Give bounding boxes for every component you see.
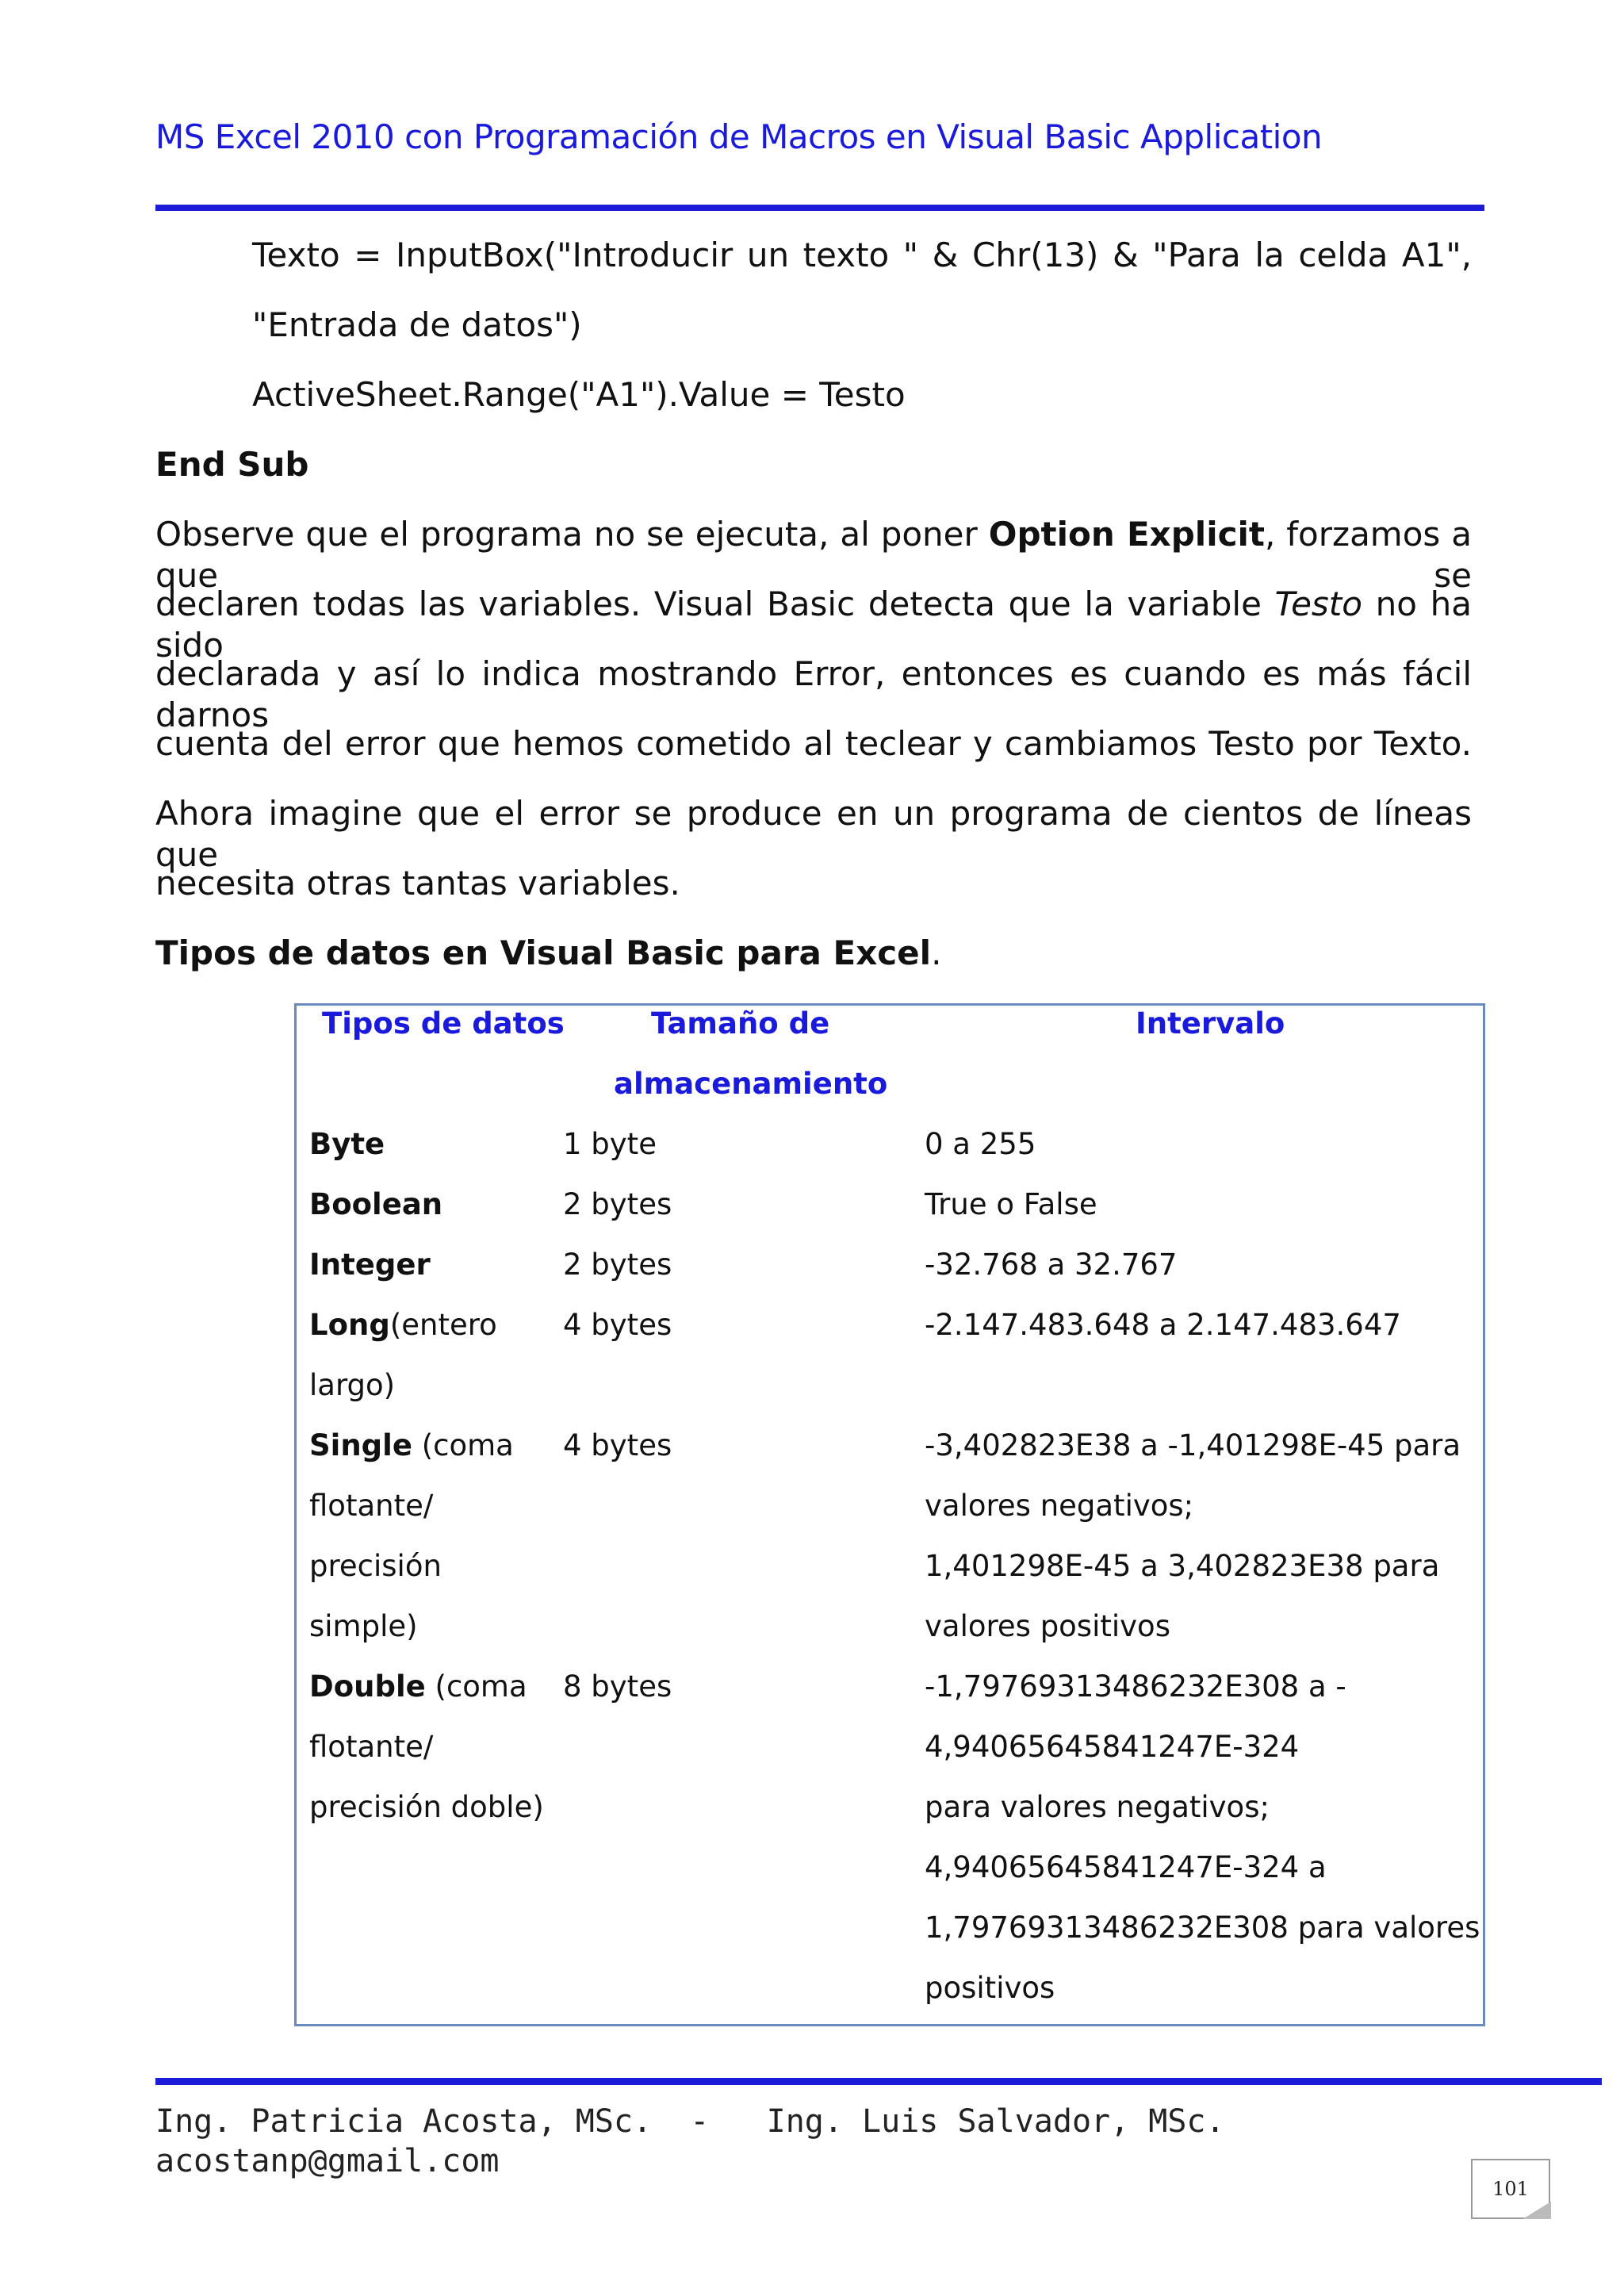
table-row-double-range-5: 1,79769313486232E308 para valores (925, 1911, 1480, 1945)
footer-rule (155, 2078, 1602, 2085)
footer-authors: Ing. Patricia Acosta, MSc. - Ing. Luis Salvador, MSc. (155, 2103, 1225, 2140)
table-row-integer-size: 2 bytes (563, 1248, 672, 1282)
table-row-single-range-4: valores positivos (925, 1609, 1170, 1643)
code-line-1-text: Texto = InputBox("Introducir un texto " & Chr(13) & "Para la celda A1", (252, 236, 1472, 274)
table-row-double-type-2: flotante/ (309, 1730, 434, 1764)
p1-option-explicit: Option Explicit (988, 515, 1265, 554)
table-row-integer-type: Integer (309, 1248, 431, 1282)
table-row-boolean-range: True o False (925, 1187, 1097, 1221)
p1-post: , forzamos a que se (155, 515, 1472, 595)
table-row-double-type-3: precisión doble) (309, 1790, 544, 1824)
table-row-double-size: 8 bytes (563, 1669, 672, 1704)
table-row-long-type (309, 1295, 497, 1355)
table-row-double-range-1: -1,79769313486232E308 a - (925, 1669, 1346, 1704)
table-row-byte-type: Byte (309, 1127, 385, 1161)
section-title-bold: Tipos de datos en Visual Basic para Excel (155, 933, 932, 972)
table-row-double-range-4: 4,94065645841247E-324 a (925, 1850, 1327, 1884)
table-row-byte-size: 1 byte (563, 1127, 657, 1161)
table-row-single-size: 4 bytes (563, 1428, 672, 1462)
table-row-single-range-2: valores negativos; (925, 1489, 1194, 1523)
table-row-double-range-2: 4,94065645841247E-324 (925, 1730, 1300, 1764)
header-rule (155, 205, 1484, 211)
section-title (155, 933, 1472, 974)
double-type-bold: Double (309, 1669, 426, 1704)
code-line-2: "Entrada de datos") (252, 305, 582, 344)
p2-pre: declaren todas las variables. Visual Basic detecta que la variable (155, 585, 1275, 623)
table-header-size-2: almacenamiento (614, 1067, 888, 1101)
code-line-1 (252, 235, 1472, 276)
end-sub: End Sub (155, 445, 309, 484)
table-header-interval: Intervalo (1136, 1006, 1285, 1041)
table-row-long-type-2: largo) (309, 1368, 396, 1402)
double-type-rest-1: (coma (425, 1669, 527, 1704)
section-title-tail: . (931, 933, 942, 972)
footer-email: acostanp@gmail.com (155, 2143, 500, 2179)
table-row-single-type (309, 1416, 514, 1476)
p2-post: no ha sido (155, 585, 1472, 665)
p1-pre: Observe que el programa no se ejecuta, al poner (155, 515, 989, 554)
table-row-single-range-3: 1,401298E-45 a 3,402823E38 para (925, 1549, 1440, 1583)
table-row-single-type-4: simple) (309, 1609, 418, 1643)
paragraph-line-4: cuenta del error que hemos cometido al teclear y cambiamos Testo por Texto. (155, 724, 1472, 763)
single-type-bold: Single (309, 1428, 412, 1462)
paragraph-line-3: declarada y así lo indica mostrando Error, entonces es cuando es más fácil darnos (155, 654, 1472, 734)
single-type-rest-1: (coma (412, 1428, 514, 1462)
table-row-boolean-type: Boolean (309, 1187, 443, 1221)
table-row-boolean-size: 2 bytes (563, 1187, 672, 1221)
table-row-double-range-6: positivos (925, 1971, 1055, 2005)
table-row-long-size: 4 bytes (563, 1308, 672, 1342)
table-row-double-range-3: para valores negativos; (925, 1790, 1270, 1824)
table-row-single-type-2: flotante/ (309, 1489, 434, 1523)
table-row-single-type-3: precisión (309, 1549, 442, 1583)
table-row-double-type (309, 1657, 527, 1717)
table-row-byte-range: 0 a 255 (925, 1127, 1036, 1161)
table-header-size-1: Tamaño de (651, 1006, 830, 1041)
table-row-single-range-1: -3,402823E38 a -1,401298E-45 para (925, 1428, 1461, 1462)
page-corner-fold-icon (1522, 2202, 1551, 2219)
code-line-3: ActiveSheet.Range("A1").Value = Testo (252, 375, 906, 414)
table-row-integer-range: -32.768 a 32.767 (925, 1248, 1178, 1282)
table-row-long-range: -2.147.483.648 a 2.147.483.647 (925, 1308, 1401, 1342)
running-header: MS Excel 2010 con Programación de Macros en Visual Basic Application (155, 117, 1323, 156)
long-type-bold: Long (309, 1308, 390, 1342)
long-type-rest-1: (entero (389, 1308, 497, 1342)
page-number: 101 (1492, 2178, 1529, 2200)
paragraph-line-6: necesita otras tantas variables. (155, 864, 680, 903)
table-header-types: Tipos de datos (322, 1006, 565, 1041)
paragraph-line-5: Ahora imagine que el error se produce en un programa de cientos de líneas que (155, 794, 1472, 874)
p2-testo: Testo (1274, 585, 1362, 623)
